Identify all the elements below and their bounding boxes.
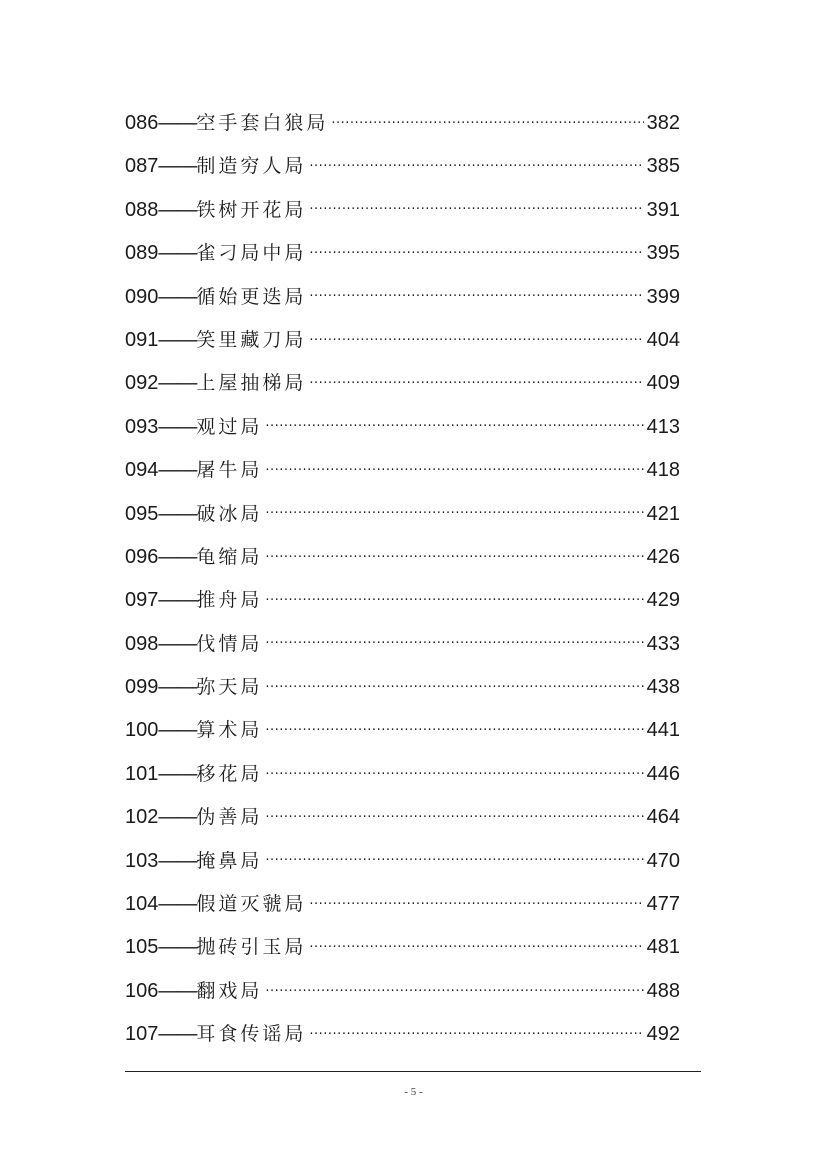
toc-entry[interactable] [125,883,680,926]
entry-title: 破冰局 [196,502,263,525]
dot-leader [265,678,643,698]
dot-leader [309,157,643,177]
entry-separator: —— [158,372,197,395]
entry-title: 耳食传谣局 [196,1023,307,1046]
toc-entry[interactable] [125,536,680,579]
entry-separator: —— [158,589,197,612]
toc-entry[interactable] [125,493,680,536]
dot-leader [309,1025,643,1045]
entry-title: 笑里藏刀局 [196,328,307,351]
footer-divider [125,1071,701,1072]
entry-number: 098 [125,632,159,655]
entry-page-number: 399 [646,285,680,308]
toc-entry[interactable] [125,753,680,796]
dot-leader [265,634,643,654]
entry-page-number: 395 [646,242,680,265]
toc-entry[interactable] [125,102,680,145]
dot-leader [265,982,643,1002]
entry-number: 100 [125,719,159,742]
toc-entry[interactable] [125,449,680,492]
entry-title: 推舟局 [196,589,263,612]
entry-number: 094 [125,459,159,482]
entry-separator: —— [158,1023,197,1046]
toc-entry[interactable] [125,232,680,275]
entry-separator: —— [158,719,197,742]
entry-separator: —— [158,198,197,221]
entry-separator: —— [158,893,197,916]
entry-page-number: 477 [646,893,680,916]
entry-page-number: 470 [646,849,680,872]
dot-leader [265,765,643,785]
entry-title: 屠牛局 [196,459,263,482]
entry-separator: —— [158,285,197,308]
entry-separator: —— [158,545,197,568]
entry-number: 101 [125,762,159,785]
entry-separator: —— [158,806,197,829]
dot-leader [331,114,643,134]
entry-number: 104 [125,893,159,916]
dot-leader [265,548,643,568]
entry-number: 087 [125,155,159,178]
entry-page-number: 492 [646,1023,680,1046]
entry-separator: —— [158,242,197,265]
toc-entry[interactable] [125,970,680,1013]
entry-separator: —— [158,936,197,959]
entry-title: 假道灭虢局 [196,893,307,916]
dot-leader [309,287,643,307]
entry-page-number: 464 [646,806,680,829]
dot-leader [309,244,643,264]
entry-page-number: 488 [646,979,680,1002]
entry-separator: —— [158,459,197,482]
entry-number: 097 [125,589,159,612]
entry-number: 093 [125,415,159,438]
entry-page-number: 404 [646,328,680,351]
toc-entry[interactable] [125,145,680,188]
entry-page-number: 382 [646,112,680,134]
dot-leader [265,851,643,871]
entry-separator: —— [158,676,197,699]
toc-entry[interactable] [125,623,680,666]
entry-separator: —— [158,328,197,351]
entry-title: 伪善局 [196,806,263,829]
entry-number: 105 [125,936,159,959]
entry-title: 弥天局 [196,676,263,699]
entry-page-number: 429 [646,589,680,612]
entry-page-number: 409 [646,372,680,395]
footer-page-number: - 5 - [404,1086,423,1098]
dot-leader [265,504,643,524]
entry-title: 雀刁局中局 [196,242,307,265]
toc-entry[interactable] [125,926,680,969]
entry-page-number: 441 [646,719,680,742]
entry-page-number: 446 [646,762,680,785]
entry-separator: —— [158,849,197,872]
dot-leader [309,331,643,351]
entry-page-number: 426 [646,545,680,568]
entry-separator: —— [158,502,197,525]
entry-number: 102 [125,806,159,829]
entry-number: 086 [125,112,159,134]
entry-title: 抛砖引玉局 [196,936,307,959]
dot-leader [265,808,643,828]
dot-leader [265,721,643,741]
entry-separator: —— [158,762,197,785]
toc-entry[interactable] [125,1013,680,1056]
toc-entry[interactable] [125,709,680,752]
entry-number: 096 [125,545,159,568]
entry-page-number: 438 [646,676,680,699]
toc-entry[interactable] [125,406,680,449]
dot-leader [309,374,643,394]
entry-title: 龟缩局 [196,545,263,568]
toc-entry[interactable] [125,276,680,319]
entry-number: 091 [125,328,159,351]
entry-title: 循始更迭局 [196,285,307,308]
table-of-contents [125,102,680,1057]
entry-number: 103 [125,849,159,872]
entry-title: 移花局 [196,762,263,785]
entry-number: 106 [125,979,159,1002]
entry-title: 掩鼻局 [196,849,263,872]
entry-title: 空手套白狼局 [196,112,329,134]
entry-page-number: 481 [646,936,680,959]
dot-leader [265,461,643,481]
dot-leader [309,200,643,220]
entry-number: 090 [125,285,159,308]
entry-separator: —— [158,632,197,655]
entry-title: 上屋抽梯局 [196,372,307,395]
dot-leader [265,591,643,611]
dot-leader [309,938,643,958]
entry-title: 铁树开花局 [196,198,307,221]
entry-page-number: 385 [646,155,680,178]
entry-number: 095 [125,502,159,525]
entry-number: 099 [125,676,159,699]
toc-entry[interactable] [125,362,680,405]
entry-title: 观过局 [196,415,263,438]
entry-number: 088 [125,198,159,221]
entry-number: 107 [125,1023,159,1046]
entry-title: 翻戏局 [196,979,263,1002]
toc-entry[interactable] [125,666,680,709]
toc-entry[interactable] [125,840,680,883]
entry-page-number: 433 [646,632,680,655]
entry-page-number: 413 [646,415,680,438]
entry-title: 伐情局 [196,632,263,655]
dot-leader [309,895,643,915]
entry-page-number: 391 [646,198,680,221]
toc-entry[interactable] [125,579,680,622]
entry-separator: —— [158,979,197,1002]
entry-number: 089 [125,242,159,265]
dot-leader [265,417,643,437]
entry-page-number: 421 [646,502,680,525]
entry-title: 制造穷人局 [196,155,307,178]
entry-separator: —— [158,155,197,178]
toc-entry[interactable] [125,189,680,232]
entry-title: 算术局 [196,719,263,742]
entry-page-number: 418 [646,459,680,482]
entry-separator: —— [158,112,197,134]
toc-entry[interactable] [125,796,680,839]
entry-separator: —— [158,415,197,438]
entry-number: 092 [125,372,159,395]
toc-entry[interactable] [125,319,680,362]
